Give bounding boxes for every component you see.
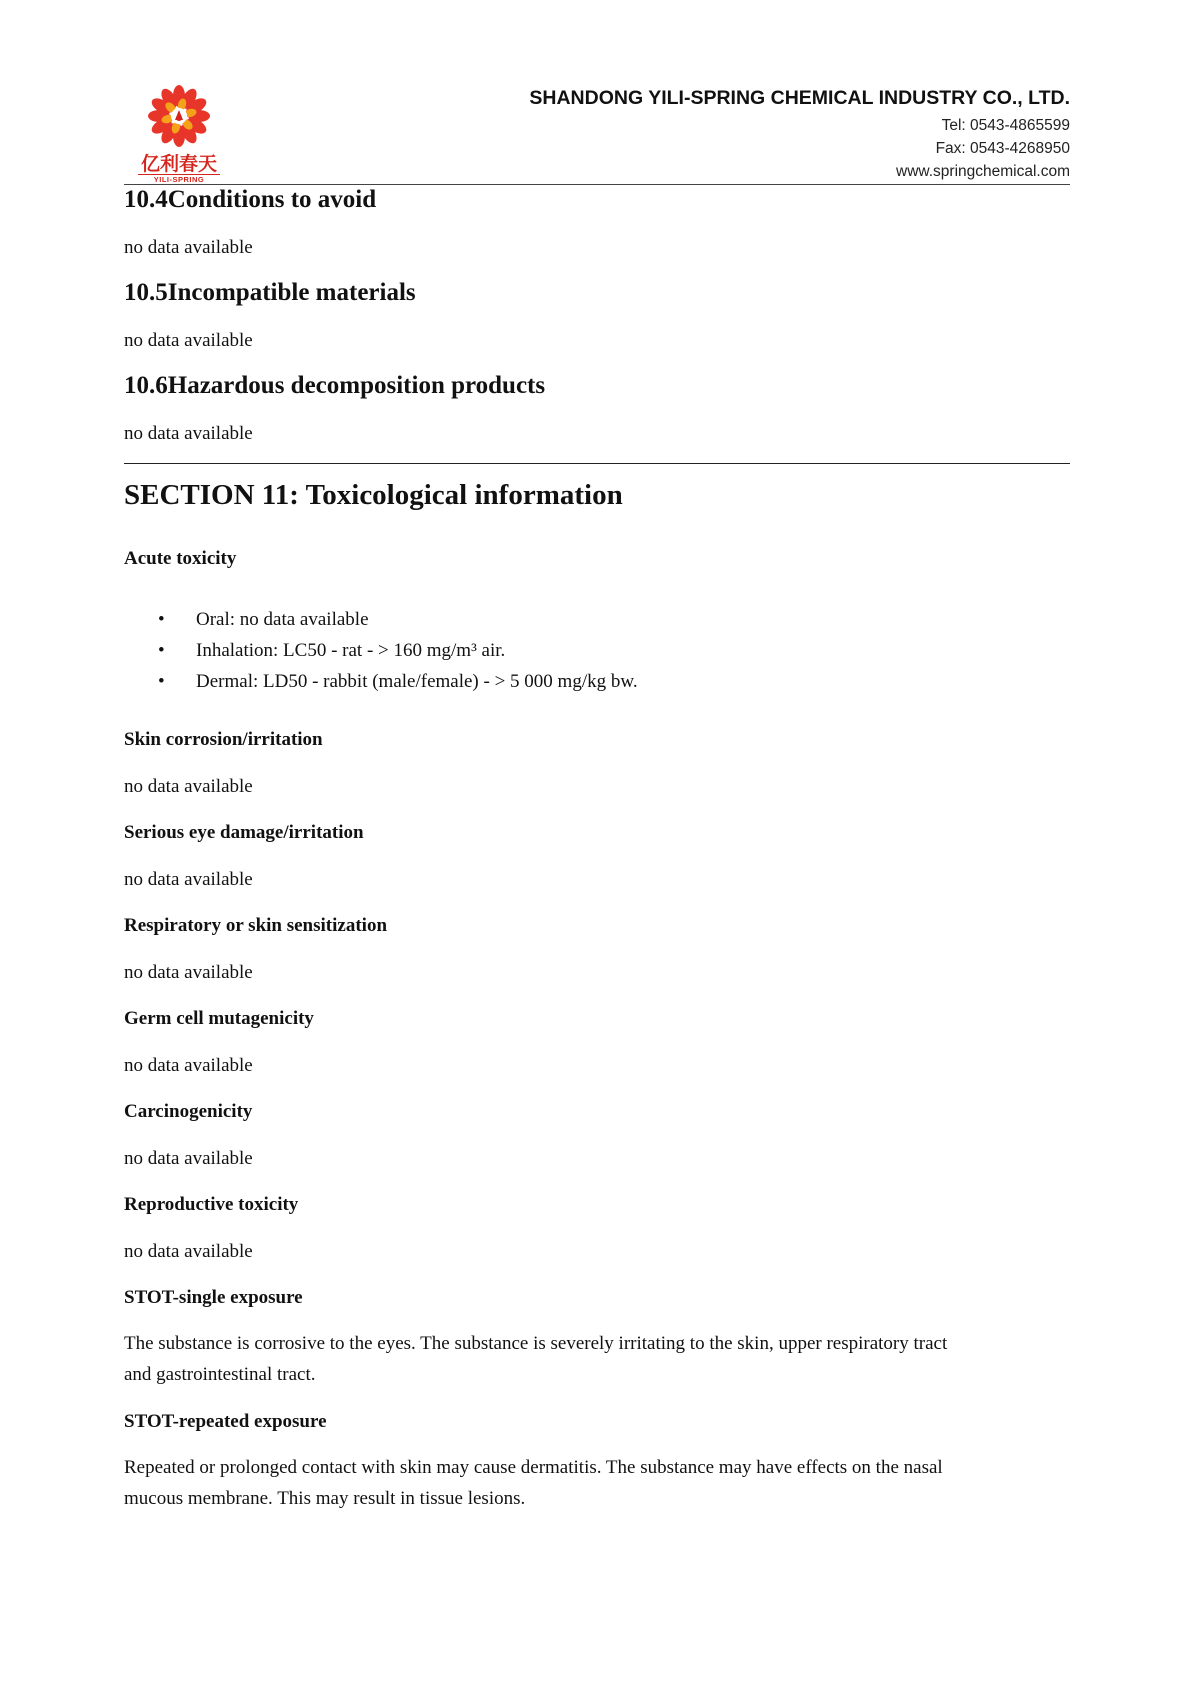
- heading-10-4: 10.4Conditions to avoid: [124, 186, 377, 213]
- list-item: • Oral: no data available: [124, 604, 638, 635]
- text-stot-repeated: [124, 1452, 1070, 1514]
- section-11-title: SECTION 11: Toxicological information: [124, 479, 623, 511]
- heading-acute-toxicity: Acute toxicity: [124, 548, 237, 569]
- section-divider: [124, 463, 1070, 464]
- company-website[interactable]: www.springchemical.com: [896, 163, 1070, 180]
- text-skin-corrosion: no data available: [124, 776, 253, 797]
- text-carcinogenicity: no data available: [124, 1148, 253, 1169]
- heading-reproductive: Reproductive toxicity: [124, 1194, 299, 1215]
- text-10-5: no data available: [124, 330, 253, 351]
- text-10-4: no data available: [124, 237, 253, 258]
- text-line: The substance is corrosive to the eyes. The substance is severely irritating to the skin, upper respiratory tract: [124, 1333, 948, 1354]
- heading-eye-damage: Serious eye damage/irritation: [124, 822, 364, 843]
- text-10-6: no data available: [124, 423, 253, 444]
- text-sensitization: no data available: [124, 962, 253, 983]
- heading-sensitization: Respiratory or skin sensitization: [124, 915, 388, 936]
- company-name: SHANDONG YILI-SPRING CHEMICAL INDUSTRY CO., LTD.: [529, 87, 1070, 109]
- heading-germ-cell: Germ cell mutagenicity: [124, 1008, 314, 1029]
- acute-toxicity-list: [124, 604, 638, 697]
- text-line: and gastrointestinal tract.: [124, 1364, 316, 1385]
- text-reproductive: no data available: [124, 1241, 253, 1262]
- heading-stot-single: STOT-single exposure: [124, 1287, 303, 1308]
- page-header: [124, 72, 1070, 185]
- logo-chinese-text: 亿利春天: [140, 153, 217, 175]
- text-germ-cell: no data available: [124, 1055, 253, 1076]
- text-eye-damage: no data available: [124, 869, 253, 890]
- text-stot-single: [124, 1328, 1070, 1390]
- text-line: Repeated or prolonged contact with skin may cause dermatitis. The substance may have effects on the nasal: [124, 1457, 943, 1478]
- heading-10-5: 10.5Incompatible materials: [124, 279, 416, 306]
- sunflower-logo-icon: [138, 82, 220, 154]
- company-fax: Fax: 0543-4268950: [935, 140, 1070, 157]
- company-tel: Tel: 0543-4865599: [941, 117, 1070, 134]
- list-item: • Dermal: LD50 - rabbit (male/female) - > 5 000 mg/kg bw.: [124, 666, 638, 697]
- heading-10-6: 10.6Hazardous decomposition products: [124, 372, 546, 399]
- list-item: • Inhalation: LC50 - rat - > 160 mg/m³ air.: [124, 635, 638, 666]
- heading-carcinogenicity: Carcinogenicity: [124, 1101, 253, 1122]
- heading-skin-corrosion: Skin corrosion/irritation: [124, 729, 323, 750]
- heading-stot-repeated: STOT-repeated exposure: [124, 1411, 327, 1432]
- text-line: mucous membrane. This may result in tissue lesions.: [124, 1488, 526, 1509]
- logo-english-text: YILI-SPRING: [138, 174, 220, 184]
- company-logo: [138, 82, 220, 184]
